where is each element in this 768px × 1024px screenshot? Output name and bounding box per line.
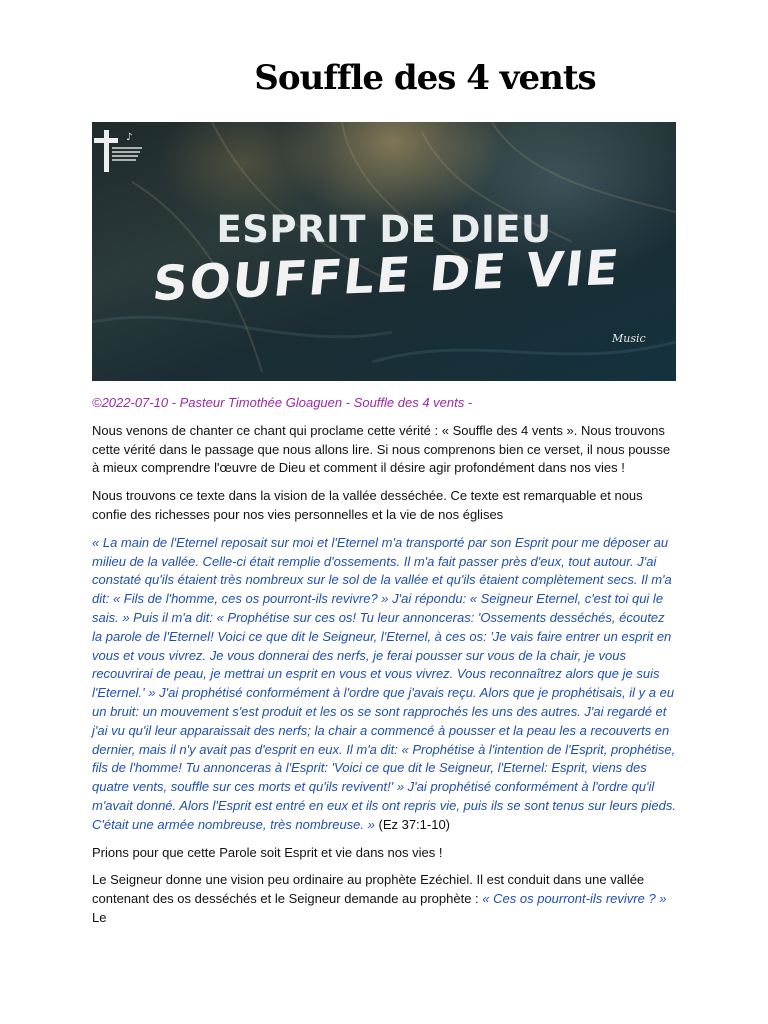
paragraph-4-quote: « Ces os pourront-ils revivre ? »	[482, 891, 667, 907]
quote-reference: (Ez 37:1-10)	[378, 816, 451, 832]
article-body	[92, 394, 677, 937]
paragraph-4-start: Le Seigneur donne une vision peu ordinaire au prophète Ezéchiel. Il est conduit dans une vallée contenant des os desséchés et le Seigneur demande au prophète :	[92, 872, 645, 907]
article-meta: ©2022-07-10 - Pasteur Timothée Gloaguen - Souffle des 4 vents -	[92, 395, 473, 410]
paragraph-4	[92, 871, 677, 927]
banner-line-1: ESPRIT DE DIEU	[216, 208, 552, 251]
paragraph-3: Prions pour que cette Parole soit Esprit et vie dans nos vies !	[92, 844, 443, 860]
page-title: Souffle des 4 vents	[254, 58, 596, 98]
logo-text: Music	[612, 332, 646, 345]
banner-image	[92, 122, 676, 381]
paragraph-4-end: Le	[92, 909, 107, 925]
quote-text: « La main de l'Eternel reposait sur moi et l'Eternel m'a transporté par son Esprit pour me déposer au milieu de la vallée. Celle-ci était remplie d'ossements. Il m'a fait passer près d'eux, tout autour. J'ai constaté qu'ils étaient très nombreux sur le sol de la vallée et qu'ils étaient complètement secs. Il m'a dit: « Fils de l'homme, ces os pourront-ils revivre? » J'ai répondu: « Seigneur Eternel, c'est toi qui le sais. » Puis il m'a dit: « Prophétise sur ces os! Tu leur annonceras: 'Ossements desséchés, écoutez la parole de l'Eternel! Voici ce que dit le Seigneur, l'Eternel, à ces os: 'Je vais faire entrer un esprit en vous et vous vivrez. Je vous donnerai des nerfs, je ferai pousser sur vous de la chair, je vous recouvrirai de peau, je mettrai un esprit en vous et vous vivrez. Vous reconnaîtrez alors que je suis l'Eternel.' » J'ai prophétisé conformément à l'ordre que j'avais reçu. Alors que je prophétisais, il y a eu un bruit: un mouvement s'est produit et les os se sont rapprochés les uns des autres. J'ai regardé et j'ai vu qu'il leur apparaissait des nerfs; la chair a commencé à pousser et la peau les a recouverts en dernier, mais il n'y avait pas d'esprit en eux. Il m'a dit: « Prophétise à l'intention de l'Esprit, prophétise, fils de l'homme! Tu annonceras à l'Esprit: 'Voici ce que dit le Seigneur, l'Eternel: Esprit, viens des quatre vents, souffle sur ces morts et qu'ils revivent!' » J'ai prophétisé conformément à l'ordre qu'il m'avait donné. Alors l'Esprit est entré en eux et ils ont repris vie, puis ils se sont tenus sur leurs pieds. C'était une armée nombreuse, très nombreuse. »	[92, 534, 676, 832]
svg-text:♪: ♪	[126, 132, 133, 143]
cross-music-logo-icon	[92, 122, 152, 192]
paragraph-1: Nous venons de chanter ce chant qui proclame cette vérité : « Souffle des 4 vents ». Nous trouvons cette vérité dans le passage que nous allons lire. Si nous comprenons bien ce verset, il nous pousse à mieux comprendre l'œuvre de Dieu et comment il désire agir profondément dans nos vies !	[92, 422, 671, 476]
banner-line-2: SOUFFLE DE VIE	[150, 239, 624, 313]
scripture-quote	[92, 534, 677, 835]
paragraph-2: Nous trouvons ce texte dans la vision de la vallée desséchée. Ce texte est remarquable et nous confie des richesses pour nos vies personnelles et la vie de nos églises	[92, 488, 643, 522]
